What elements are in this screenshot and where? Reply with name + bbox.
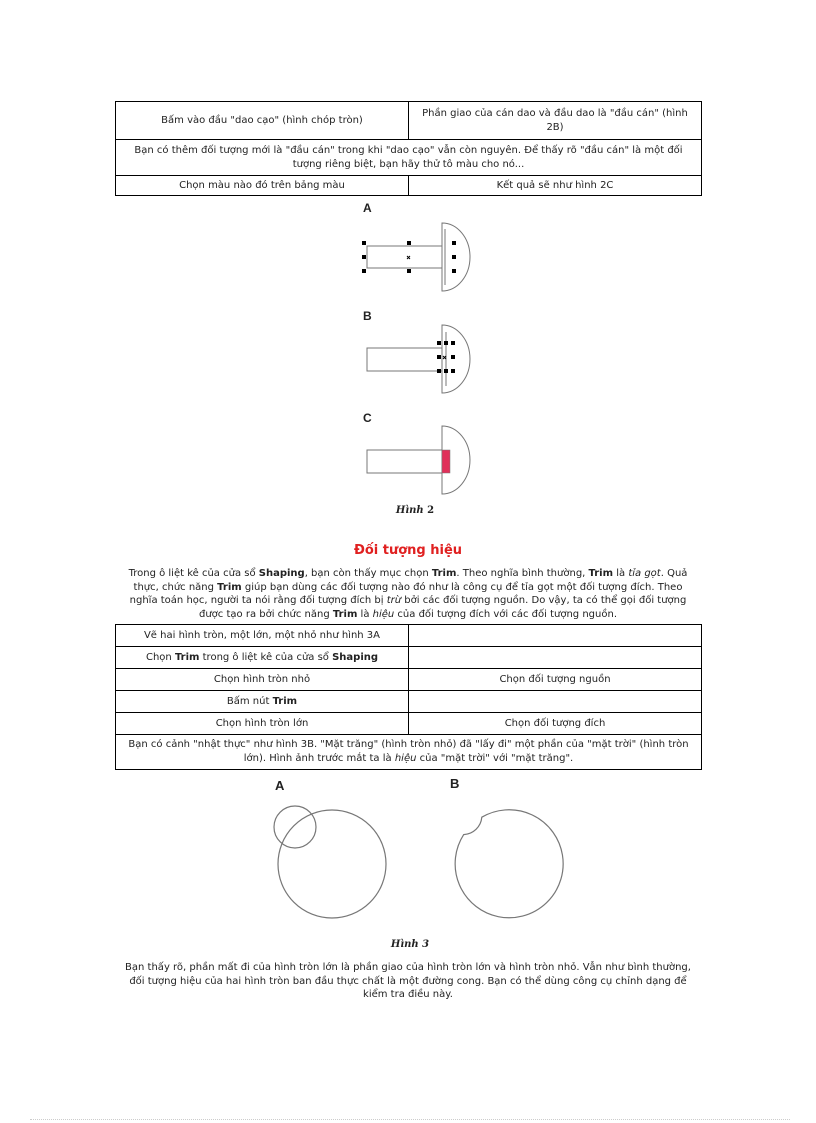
- figure-3a-small-circle: [274, 806, 316, 848]
- figure-3a-large-circle: [278, 810, 386, 918]
- table-row: [116, 713, 702, 735]
- page-bottom-divider: [30, 1119, 790, 1120]
- closing-paragraph: Bạn thấy rõ, phần mất đi của hình tròn lớn là phần giao của hình tròn lớn và hình tròn nhỏ. Vẫn như bình thường, đối tượng hiệu của hai hình tròn ban đầu thực chất là một đường cong. Bạn có thể dùng công cụ chỉnh dạng để kiểm tra điều này.: [125, 962, 691, 1000]
- figure-2-caption-text: [350, 505, 480, 516]
- table-row: [116, 140, 702, 176]
- caption-number: 3: [422, 939, 430, 950]
- intro-paragraph: Trong ô liệt kê của cửa sổ Shaping, bạn còn thấy mục chọn Trim. Theo nghĩa bình thường, Trim là tỉa gọt. Quả thực, chức năng Trim giúp bạn dùng các đối tượng nào đó như là công cụ để tỉa gọt một đối tượng đích. Theo nghĩa toán học, người ta nói rằng đối tượng đích bị trừ bởi các đối tượng nguồn. Do vậy, ta có thể gọi đối tượng được tạo ra bởi chức năng Trim là hiệu của đối tượng đích với các đối tượng nguồn.: [128, 568, 688, 620]
- figure-2c-colored-handle: [442, 450, 450, 473]
- figure-2c-razor: [367, 426, 470, 494]
- figure-3-caption: [380, 939, 440, 950]
- table-cell: [409, 625, 702, 647]
- table-row: [116, 647, 702, 669]
- table-row: [116, 176, 702, 196]
- table-row: [116, 102, 702, 140]
- section-heading: Đối tượng hiệu: [353, 543, 463, 558]
- steps-table-1: [115, 101, 702, 196]
- table-cell: Chọn hình tròn lớn: [116, 713, 409, 735]
- table-cell: Chọn Trim trong ô liệt kê của cửa sổ Shaping: [116, 647, 409, 669]
- figure-3b-trimmed-shape: [455, 810, 563, 918]
- table-cell: Chọn đối tượng đích: [409, 713, 702, 735]
- table-row: [116, 735, 702, 770]
- table-cell: Chọn đối tượng nguồn: [409, 669, 702, 691]
- table-row: [116, 625, 702, 647]
- figure-2-label-b: B: [363, 309, 372, 323]
- figure-3-label-a: A: [275, 778, 285, 793]
- table-cell: Bấm vào đầu "dao cạo" (hình chóp tròn): [116, 102, 409, 140]
- figure-2-label-c: C: [363, 411, 372, 425]
- figure-2-label-a: A: [363, 201, 372, 215]
- table-row: [116, 669, 702, 691]
- table-cell: Bấm nút Trim: [116, 691, 409, 713]
- table-cell: [409, 691, 702, 713]
- table-cell: [409, 647, 702, 669]
- table-cell: Bạn có thêm đối tượng mới là "đầu cán" trong khi "dao cạo" vẫn còn nguyên. Để thấy rõ "đầu cán" là một đối tượng riêng biệt, bạn hãy thử tô màu cho nó...: [116, 140, 702, 176]
- caption-number: 2: [427, 505, 435, 516]
- figure-3-label-b: B: [450, 776, 460, 791]
- table-cell: Kết quả sẽ như hình 2C: [409, 176, 702, 196]
- table-cell: Phần giao của cán dao và đầu dao là "đầu cán" (hình 2B): [409, 102, 702, 140]
- steps-table-2: [115, 624, 702, 770]
- table-cell: Bạn có cảnh "nhật thực" như hình 3B. "Mặt trăng" (hình tròn nhỏ) đã "lấy đi" một phần của "mặt trời" (hình tròn lớn). Hình ảnh trước mắt ta là hiệu của "mặt trời" với "mặt trăng".: [116, 735, 702, 770]
- caption-word: Hình: [390, 939, 419, 950]
- figure-2: [350, 196, 480, 501]
- table-cell: Chọn màu nào đó trên bảng màu: [116, 176, 409, 196]
- figure-3: [255, 772, 575, 942]
- caption-word: Hình: [395, 505, 424, 516]
- table-row: [116, 691, 702, 713]
- table-cell: Chọn hình tròn nhỏ: [116, 669, 409, 691]
- table-cell: Vẽ hai hình tròn, một lớn, một nhỏ như hình 3A: [116, 625, 409, 647]
